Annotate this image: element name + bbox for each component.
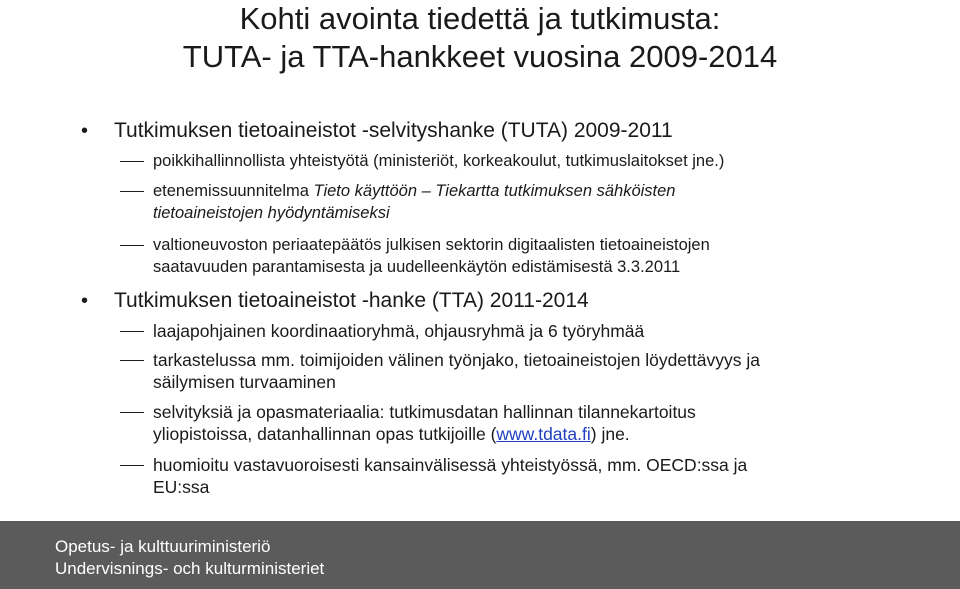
dash-marker (120, 161, 144, 162)
dash-marker (120, 360, 144, 361)
bullet-tta: • Tutkimuksen tietoaineistot -hanke (TTA) 2011-2014 (114, 288, 589, 314)
bullet-tuta: • Tutkimuksen tietoaineistot -selvityshanke (TUTA) 2009-2011 (114, 118, 673, 144)
sub-bullet-tta-2: tarkastelussa mm. toimijoiden välinen työnjako, tietoaineistojen löydettävyys ja säilymisen turvaaminen (153, 349, 843, 393)
sub-bullet-tuta-2: etenemissuunnitelma Tieto käyttöön – Tiekartta tutkimuksen sähköisten tietoaineistojen hyödyntämiseksi (153, 180, 843, 224)
sub-bullet-tta-3: selvityksiä ja opasmateriaalia: tutkimusdatan hallinnan tilannekartoitus yliopistoissa, datanhallinnan opas tutkijoille (www.tdata.fi) jne. (153, 401, 843, 445)
dash-marker (120, 245, 144, 246)
title-line-2: TUTA- ja TTA-hankkeet vuosina 2009-2014 (182, 39, 778, 74)
ministry-name-fi: Opetus- ja kulttuuriministeriö (55, 537, 271, 556)
sub-bullet-tta-1: laajapohjainen koordinaatioryhmä, ohjausryhmä ja 6 työryhmää (153, 320, 843, 342)
title-line-1: Kohti avointa tiedettä ja tutkimusta: (239, 1, 721, 36)
sub-bullet-tuta-1: poikkihallinnollista yhteistyötä (ministeriöt, korkeakoulut, tutkimuslaitokset jne.) (153, 150, 843, 172)
dash-marker (120, 331, 144, 332)
sub-bullet-tta-4: huomioitu vastavuoroisesti kansainvälisessä yhteistyössä, mm. OECD:ssa ja EU:ssa (153, 454, 843, 498)
dash-marker (120, 191, 144, 192)
sub-bullet-tuta-3: valtioneuvoston periaatepäätös julkisen sektorin digitaalisten tietoaineistojen saatavuuden parantamisesta ja uudelleenkäytön edistämisestä 3.3.2011 (153, 234, 843, 278)
dash-marker (120, 412, 144, 413)
slide-title (0, 0, 960, 76)
dash-marker (120, 465, 144, 466)
tdata-link[interactable]: www.tdata.fi (496, 424, 591, 444)
ministry-footer-band (0, 521, 960, 589)
ministry-name-sv: Undervisnings- och kulturministeriet (55, 559, 325, 578)
